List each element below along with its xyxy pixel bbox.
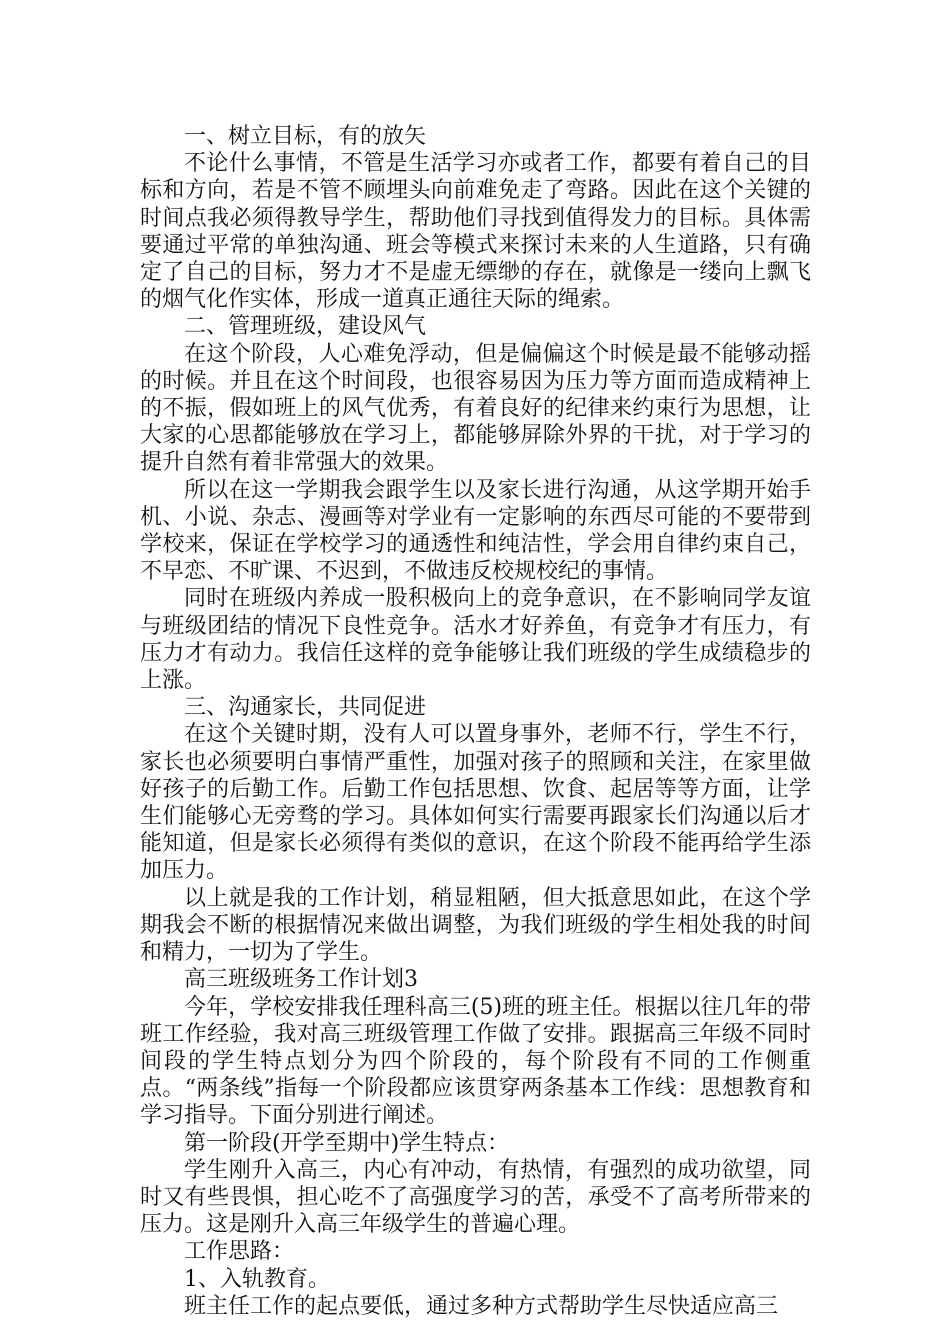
section-heading-3: 三、沟通家长，共同促进 — [184, 695, 427, 721]
section-heading-1: 一、树立目标，有的放矢 — [184, 124, 427, 149]
paragraph: 学生刚升入高三，内心有冲动，有热情，有强烈的成功欲望，同时又有些畏惧，担心吃不了高强度学习的苦，承受不了高考所带来的压力。这是刚升入高三年级学生的普遍心理。 — [140, 1157, 811, 1238]
document-body — [140, 123, 811, 1320]
paragraph: 以上就是我的工作计划，稍显粗陋，但大抵意思如此，在这个学期我会不断的根据情况来做出调整，为我们班级的学生相处我的时间和精力，一切为了学生。 — [140, 885, 811, 966]
paragraph: 今年，学校安排我任理科高三(5)班的班主任。根据以往几年的带班工作经验，我对高三班级管理工作做了安排。跟据高三年级不同时间段的学生特点划分为四个阶段的，每个阶段有不同的工作侧重点。“两条线”指每一个阶段都应该贯穿两条基本工作线：思想教育和学习指导。下面分别进行阐述。 — [140, 994, 811, 1129]
plan-title: 高三班级班务工作计划3 — [184, 967, 418, 993]
work-approach-heading: 工作思路： — [184, 1239, 295, 1265]
paragraph: 在这个阶段，人心难免浮动，但是偏偏这个时候是最不能够动摇的时候。并且在这个时间段，也很容易因为压力等方面而造成精神上的不振，假如班上的风气优秀，有着良好的纪律来约束行为思想，让大家的心思都能够放在学习上，都能够屏除外界的干扰，对于学习的提升自然有着非常强大的效果。 — [140, 341, 811, 476]
paragraph: 班主任工作的起点要低，通过多种方式帮助学生尽快适应高三 — [184, 1293, 779, 1319]
paragraph: 同时在班级内养成一股积极向上的竞争意识，在不影响同学友谊与班级团结的情况下良性竞争。活水才好养鱼，有竞争才有压力，有压力才有动力。我信任这样的竞争能够让我们班级的学生成绩稳步的上涨。 — [140, 586, 811, 694]
section-heading-2: 二、管理班级，建设风气 — [184, 314, 427, 340]
paragraph: 所以在这一学期我会跟学生以及家长进行沟通，从这学期开始手机、小说、杂志、漫画等对学业有一定影响的东西尽可能的不要带到学校来，保证在学校学习的通透性和纯洁性，学会用自律约束自己，不早恋、不旷课、不迟到，不做违反校规校纪的事情。 — [140, 477, 811, 585]
paragraph: 在这个关键时期，没有人可以置身事外，老师不行，学生不行，家长也必须要明白事情严重性，加强对孩子的照顾和关注，在家里做好孩子的后勤工作。后勤工作包括思想、饮食、起居等等方面，让学生们能够心无旁骛的学习。具体如何实行需要再跟家长们沟通以后才能知道，但是家长必须得有类似的意识，在这个阶段不能再给学生添加压力。 — [140, 722, 811, 884]
stage-heading: 第一阶段(开学至期中)学生特点： — [184, 1130, 510, 1156]
list-item-heading: 1、入轨教育。 — [184, 1266, 330, 1292]
paragraph: 不论什么事情，不管是生活学习亦或者工作，都要有着自己的目标和方向，若是不管不顾埋头向前难免走了弯路。因此在这个关键的时间点我必须得教导学生，帮助他们寻找到值得发力的目标。具体需要通过平常的单独沟通、班会等模式来探讨未来的人生道路，只有确定了自己的目标，努力才不是虚无缥缈的存在，就像是一缕向上飘飞的烟气化作实体，形成一道真正通往天际的绳索。 — [140, 151, 811, 313]
